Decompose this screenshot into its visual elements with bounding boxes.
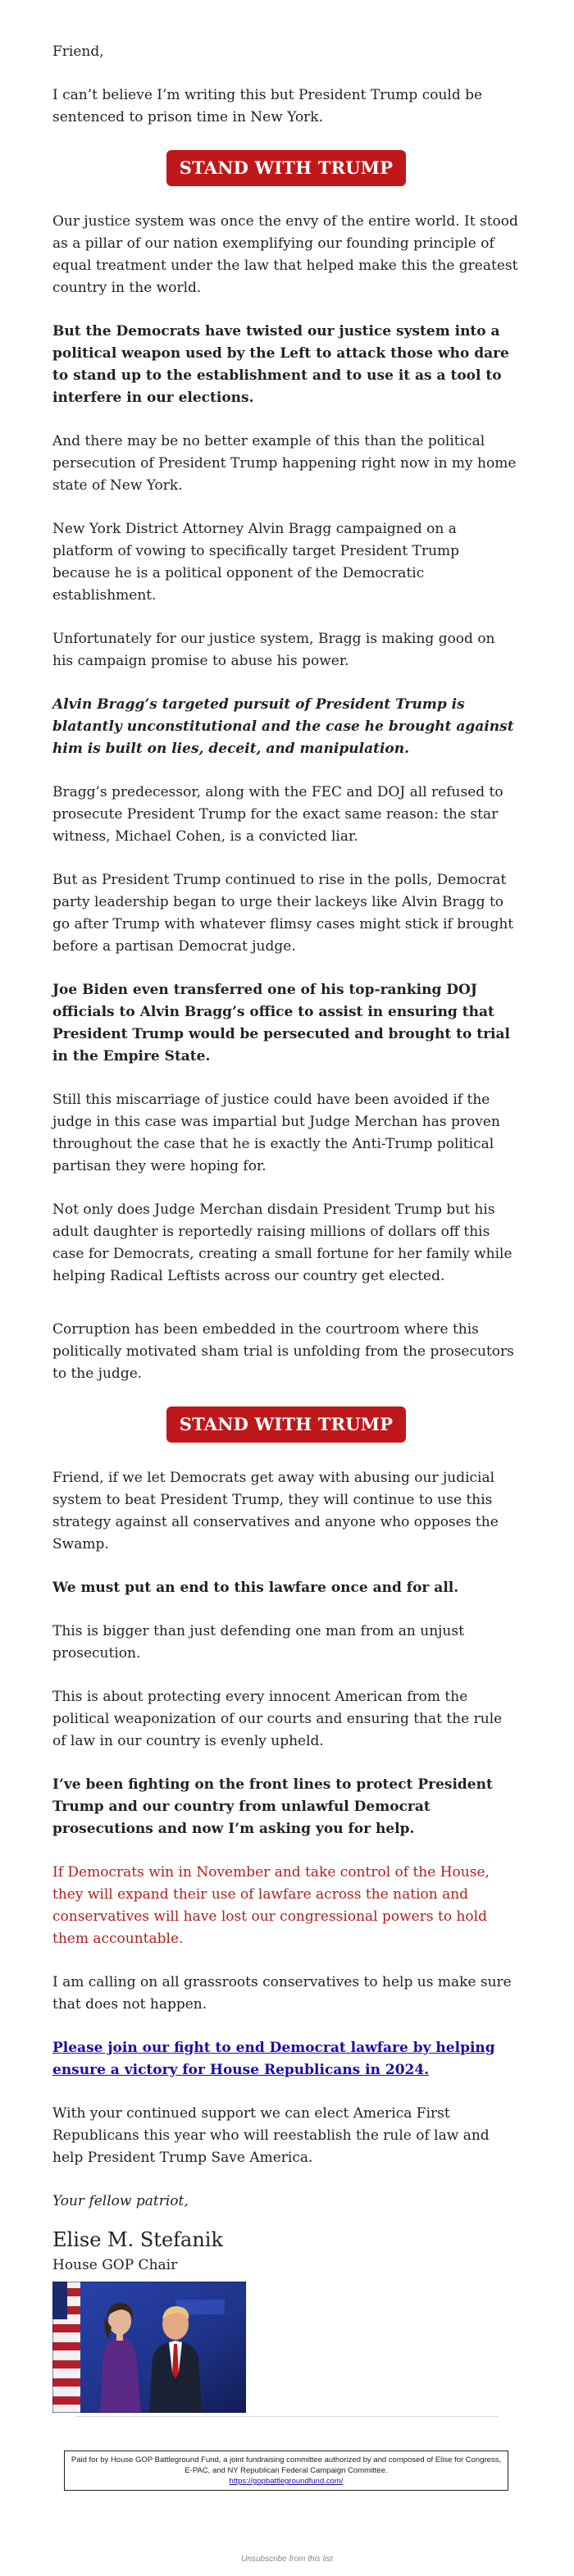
paragraph: This is about protecting every innocent American from the political weaponization of our courts and ensuring that the rule of law in our country is evenly upheld. — [52, 1689, 503, 1749]
stand-with-trump-button-top[interactable]: STAND WITH TRUMP — [166, 150, 406, 186]
paragraph-bold: We must put an end to this lawfare once and for all. — [52, 1580, 459, 1596]
paragraph-intro: I can’t believe I’m writing this but President Trump could be sentenced to prison time in New York. — [52, 87, 483, 125]
email-body — [52, 41, 520, 2413]
paragraph: With your continued support we can elect America First Republicans this year who will reestablish the rule of law and help President Trump Save America. — [52, 2105, 490, 2166]
donate-link-paragraph — [52, 2037, 520, 2081]
signer-title: House GOP Chair — [52, 2257, 178, 2273]
greeting: Friend, — [52, 43, 104, 60]
flag-graphic — [52, 2282, 80, 2413]
disclaimer-link[interactable]: https://gopbattlegroundfund.com/ — [229, 2477, 344, 2486]
paragraph-bold: But the Democrats have twisted our justice system into a political weapon used by the Left to attack those who dare to stand up to the establishment and to use it as a tool to interfere in our elections. — [52, 323, 509, 406]
cta-container — [52, 1407, 520, 1443]
donate-link[interactable]: Please join our fight to end Democrat lawfare by helping ensure a victory for House Republicans in 2024. — [52, 2040, 495, 2078]
signer-photo — [52, 2282, 246, 2413]
unsubscribe-link[interactable]: Unsubscribe from this list — [241, 2555, 333, 2564]
cta-container — [52, 150, 520, 186]
paragraph-alert: If Democrats win in November and take control of the House, they will expand their use of lawfare across the nation and conservatives will have lost our congressional powers to hold them accountable. — [52, 1864, 490, 1947]
stand-with-trump-button-bottom[interactable]: STAND WITH TRUMP — [166, 1407, 406, 1443]
paragraph: Bragg’s predecessor, along with the FEC and DOJ all refused to prosecute President Trump for the exact same reason: the star witness, Michael Cohen, is a convicted liar. — [52, 784, 503, 845]
footer-divider — [75, 2416, 499, 2417]
paragraph: Still this miscarriage of justice could have been avoided if the judge in this case was impartial but Judge Merchan has proven throughout the case that he is exactly the Anti-Trump political partisan they were hoping for. — [52, 1092, 500, 1174]
paragraph: Our justice system was once the envy of the entire world. It stood as a pillar of our nation exemplifying our founding principle of equal treatment under the law that helped make this the greatest country in the world. — [52, 213, 518, 296]
paragraph: This is bigger than just defending one man from an unjust prosecution. — [52, 1623, 464, 1662]
signoff: Your fellow patriot, — [52, 2193, 189, 2209]
paragraph: Not only does Judge Merchan disdain President Trump but his adult daughter is reportedly raising millions of dollars off this case for Democrats, creating a small fortune for her family while helping Radical Leftists across our country get elected. — [52, 1201, 512, 1284]
paragraph-bold: Joe Biden even transferred one of his top-ranking DOJ officials to Alvin Bragg’s office to assist in ensuring that President Trump would be persecuted and brought to trial in the Empire State. — [52, 982, 510, 1065]
paragraph: I am calling on all grassroots conservatives to help us make sure that does not happen. — [52, 1974, 512, 2013]
paragraph-bold: I’ve been fighting on the front lines to protect President Trump and our country from unlawful Democrat prosecutions and now I’m asking you for help. — [52, 1776, 493, 1837]
paragraph: Unfortunately for our justice system, Bragg is making good on his campaign promise to abuse his power. — [52, 631, 495, 669]
signer-name: Elise M. Stefanik — [52, 2228, 224, 2251]
photo-illustration — [52, 2282, 246, 2413]
paid-for-disclaimer — [64, 2451, 508, 2491]
paragraph-bold-italic: Alvin Bragg’s targeted pursuit of President Trump is blatantly unconstitutional and the case he brought against him is built on lies, deceit, and manipulation. — [52, 696, 514, 757]
disclaimer-text: Paid for by House GOP Battleground Fund, a joint fundraising committee authorized by and composed of Elise for Congress, E-PAC, and NY Republican Federal Campaign Committee. — [71, 2455, 502, 2475]
paragraph: Corruption has been embedded in the courtroom where this politically motivated sham trial is unfolding from the prosecutors to the judge. — [52, 1321, 514, 1382]
paragraph: Friend, if we let Democrats get away with abusing our judicial system to beat President Trump, they will continue to use this strategy against all conservatives and anyone who opposes the Swamp. — [52, 1470, 499, 1552]
paragraph: But as President Trump continued to rise in the polls, Democrat party leadership began to urge their lackeys like Alvin Bragg to go after Trump with whatever flimsy cases might stick if brought before a partisan Democrat judge. — [52, 872, 514, 955]
paragraph: And there may be no better example of this than the political persecution of President Trump happening right now in my home state of New York. — [52, 433, 517, 494]
paragraph: New York District Attorney Alvin Bragg campaigned on a platform of vowing to specifically target President Trump because he is a political opponent of the Democratic establishment. — [52, 521, 460, 604]
